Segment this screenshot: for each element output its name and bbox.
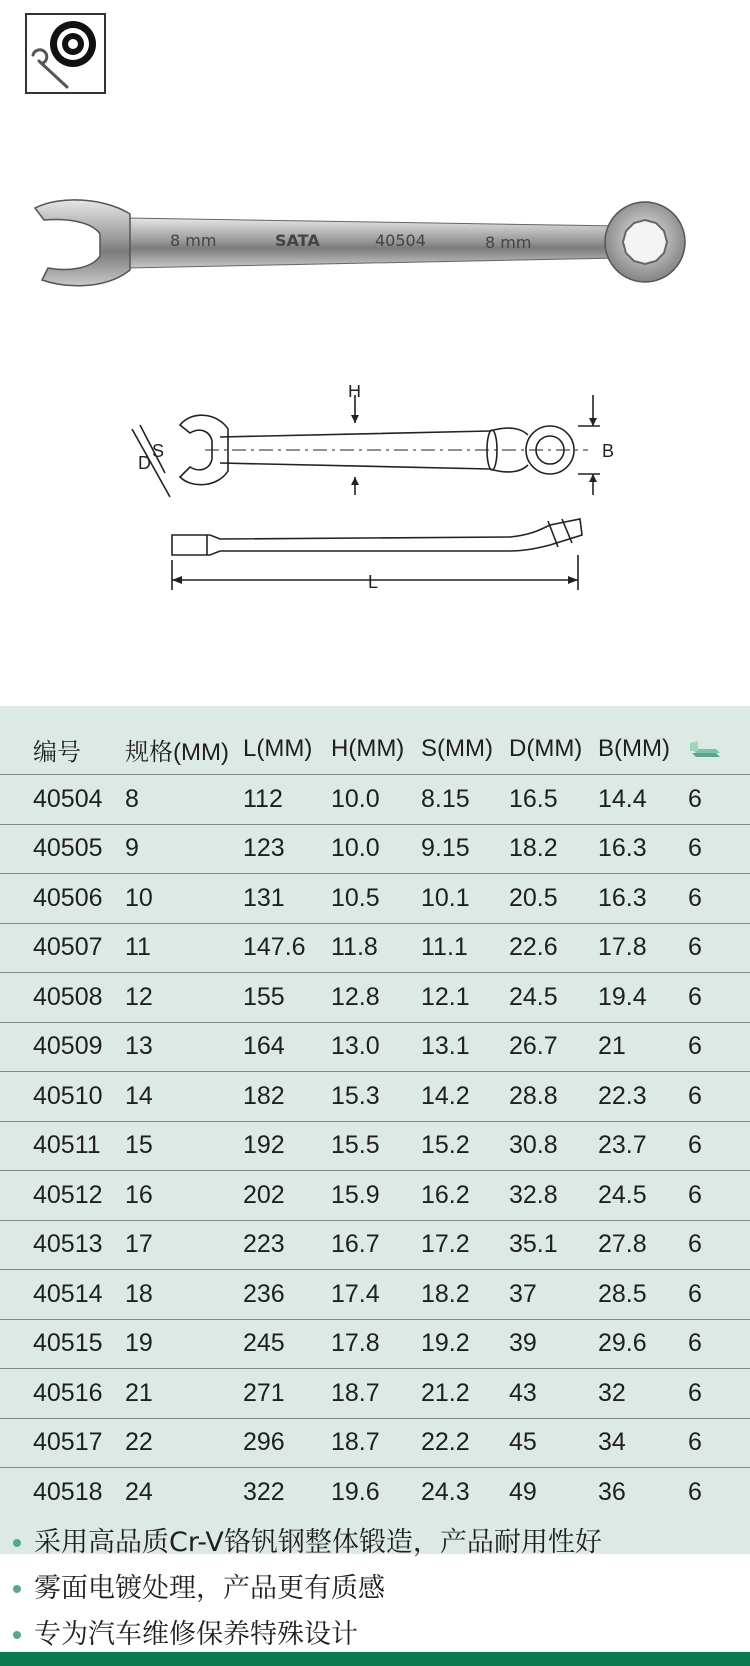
table-cell: 12.1	[421, 973, 509, 1023]
table-cell: 18	[125, 1270, 243, 1320]
table-header-row	[0, 724, 750, 775]
table-cell: 13.0	[331, 1022, 421, 1072]
table-cell: 6	[688, 973, 750, 1023]
table-cell: 6	[688, 923, 750, 973]
table-cell: 245	[243, 1319, 331, 1369]
table-cell: 8	[125, 775, 243, 825]
table-cell: 10	[125, 874, 243, 924]
table-row	[0, 1369, 750, 1419]
table-cell: 10.0	[331, 824, 421, 874]
table-cell: 18.2	[421, 1270, 509, 1320]
wrench-size-right-marking: 8 mm	[485, 233, 532, 252]
table-cell: 21	[125, 1369, 243, 1419]
table-cell: 43	[509, 1369, 598, 1419]
table-cell: 11.8	[331, 923, 421, 973]
table-cell: 17	[125, 1220, 243, 1270]
table-cell: 20.5	[509, 874, 598, 924]
table-cell: 39	[509, 1319, 598, 1369]
table-cell: 32.8	[509, 1171, 598, 1221]
table-cell: 24	[125, 1468, 243, 1517]
table-cell: 12	[125, 973, 243, 1023]
dimension-diagram	[110, 385, 630, 635]
table-cell: 9	[125, 824, 243, 874]
table-cell: 16.7	[331, 1220, 421, 1270]
table-cell: 6	[688, 1468, 750, 1517]
header-code: 编号	[33, 738, 81, 766]
table-cell: 9.15	[421, 824, 509, 874]
table-row	[0, 923, 750, 973]
spec-table	[0, 724, 750, 1517]
table-cell: 28.5	[598, 1270, 688, 1320]
dimension-label-h: H	[348, 385, 361, 401]
table-cell: 40509	[33, 1022, 125, 1072]
table-cell: 19	[125, 1319, 243, 1369]
header-length: L(MM)	[243, 735, 313, 762]
table-cell: 6	[688, 874, 750, 924]
table-row	[0, 874, 750, 924]
table-cell: 15	[125, 1121, 243, 1171]
table-cell: 36	[598, 1468, 688, 1517]
table-cell: 15.9	[331, 1171, 421, 1221]
combination-wrench-category-icon	[25, 13, 106, 94]
table-cell: 37	[509, 1270, 598, 1320]
table-cell: 17.4	[331, 1270, 421, 1320]
table-cell: 14.2	[421, 1072, 509, 1122]
table-cell: 40514	[33, 1270, 125, 1320]
table-row	[0, 1468, 750, 1517]
table-cell: 236	[243, 1270, 331, 1320]
table-cell: 21.2	[421, 1369, 509, 1419]
table-cell: 13	[125, 1022, 243, 1072]
table-cell: 192	[243, 1121, 331, 1171]
table-cell: 223	[243, 1220, 331, 1270]
table-cell: 40508	[33, 973, 125, 1023]
table-cell: 32	[598, 1369, 688, 1419]
table-cell: 16.2	[421, 1171, 509, 1221]
table-cell: 17.2	[421, 1220, 509, 1270]
table-row	[0, 1418, 750, 1468]
table-cell: 19.6	[331, 1468, 421, 1517]
table-cell: 296	[243, 1418, 331, 1468]
table-cell: 40516	[33, 1369, 125, 1419]
table-cell: 6	[688, 1121, 750, 1171]
table-cell: 18.7	[331, 1369, 421, 1419]
table-cell: 11	[125, 923, 243, 973]
table-cell: 6	[688, 1171, 750, 1221]
table-cell: 49	[509, 1468, 598, 1517]
table-cell: 17.8	[331, 1319, 421, 1369]
table-cell: 27.8	[598, 1220, 688, 1270]
table-cell: 40517	[33, 1418, 125, 1468]
table-cell: 15.2	[421, 1121, 509, 1171]
feature-item: 采用高品质Cr-V铬钒钢整体锻造，产品耐用性好	[0, 1520, 750, 1566]
table-row	[0, 1220, 750, 1270]
table-cell: 6	[688, 775, 750, 825]
table-cell: 155	[243, 973, 331, 1023]
wrench-size-left-marking: 8 mm	[170, 231, 217, 250]
wrench-product-photo	[30, 190, 720, 310]
table-cell: 40507	[33, 923, 125, 973]
bullet-icon	[13, 1585, 21, 1593]
table-cell: 16	[125, 1171, 243, 1221]
dimension-label-s: S	[152, 441, 165, 461]
table-cell: 6	[688, 1369, 750, 1419]
table-cell: 40512	[33, 1171, 125, 1221]
table-cell: 202	[243, 1171, 331, 1221]
table-cell: 24.5	[598, 1171, 688, 1221]
table-cell: 12.8	[331, 973, 421, 1023]
table-cell: 40505	[33, 824, 125, 874]
table-cell: 6	[688, 1418, 750, 1468]
table-cell: 23.7	[598, 1121, 688, 1171]
table-row	[0, 973, 750, 1023]
feature-list	[0, 1520, 750, 1658]
table-cell: 10.5	[331, 874, 421, 924]
table-cell: 24.3	[421, 1468, 509, 1517]
bullet-icon	[13, 1539, 21, 1547]
table-cell: 34	[598, 1418, 688, 1468]
table-cell: 30.8	[509, 1121, 598, 1171]
table-cell: 182	[243, 1072, 331, 1122]
table-row	[0, 775, 750, 825]
table-cell: 40518	[33, 1468, 125, 1517]
table-cell: 6	[688, 1022, 750, 1072]
header-s: S(MM)	[421, 735, 493, 762]
table-cell: 26.7	[509, 1022, 598, 1072]
table-cell: 13.1	[421, 1022, 509, 1072]
table-cell: 40513	[33, 1220, 125, 1270]
table-cell: 15.5	[331, 1121, 421, 1171]
table-cell: 28.8	[509, 1072, 598, 1122]
table-row	[0, 824, 750, 874]
header-b: B(MM)	[598, 735, 670, 762]
table-row	[0, 1072, 750, 1122]
table-cell: 22.6	[509, 923, 598, 973]
table-cell: 6	[688, 1072, 750, 1122]
wrench-model-marking: 40504	[375, 231, 426, 250]
table-cell: 10.1	[421, 874, 509, 924]
header-height: H(MM)	[331, 735, 405, 762]
feature-item: 专为汽车维修保养特殊设计	[0, 1612, 750, 1658]
table-cell: 131	[243, 874, 331, 924]
table-cell: 11.1	[421, 923, 509, 973]
table-cell: 19.4	[598, 973, 688, 1023]
table-cell: 22	[125, 1418, 243, 1468]
table-row	[0, 1270, 750, 1320]
table-cell: 19.2	[421, 1319, 509, 1369]
table-cell: 6	[688, 824, 750, 874]
table-cell: 112	[243, 775, 331, 825]
dimension-label-l: L	[368, 572, 379, 592]
table-cell: 16.5	[509, 775, 598, 825]
stack-icon	[688, 739, 722, 761]
table-cell: 17.8	[598, 923, 688, 973]
spec-table-panel	[0, 706, 750, 1554]
table-cell: 14	[125, 1072, 243, 1122]
table-cell: 21	[598, 1022, 688, 1072]
table-cell: 22.2	[421, 1418, 509, 1468]
dimension-label-d: D	[138, 453, 151, 473]
table-cell: 16.3	[598, 824, 688, 874]
table-cell: 8.15	[421, 775, 509, 825]
bullet-icon	[13, 1631, 21, 1639]
table-cell: 40504	[33, 775, 125, 825]
table-cell: 40506	[33, 874, 125, 924]
ring-wrench-icon	[27, 15, 104, 92]
table-row	[0, 1022, 750, 1072]
table-cell: 35.1	[509, 1220, 598, 1270]
header-d: D(MM)	[509, 735, 583, 762]
table-cell: 6	[688, 1270, 750, 1320]
table-row	[0, 1171, 750, 1221]
table-cell: 6	[688, 1319, 750, 1369]
table-cell: 322	[243, 1468, 331, 1517]
table-cell: 40515	[33, 1319, 125, 1369]
feature-item: 雾面电镀处理，产品更有质感	[0, 1566, 750, 1612]
header-quantity	[688, 724, 750, 775]
header-size: 规格(MM)	[125, 738, 229, 766]
table-cell: 14.4	[598, 775, 688, 825]
table-cell: 6	[688, 1220, 750, 1270]
table-cell: 164	[243, 1022, 331, 1072]
table-cell: 22.3	[598, 1072, 688, 1122]
table-cell: 271	[243, 1369, 331, 1419]
table-cell: 18.7	[331, 1418, 421, 1468]
table-cell: 16.3	[598, 874, 688, 924]
table-cell: 10.0	[331, 775, 421, 825]
table-cell: 15.3	[331, 1072, 421, 1122]
table-cell: 147.6	[243, 923, 331, 973]
table-cell: 40511	[33, 1121, 125, 1171]
dimension-label-b: B	[602, 441, 615, 461]
table-row	[0, 1319, 750, 1369]
table-cell: 123	[243, 824, 331, 874]
wrench-brand-marking: SATA	[275, 231, 320, 250]
table-cell: 18.2	[509, 824, 598, 874]
table-cell: 29.6	[598, 1319, 688, 1369]
table-cell: 24.5	[509, 973, 598, 1023]
table-cell: 45	[509, 1418, 598, 1468]
table-cell: 40510	[33, 1072, 125, 1122]
footer-bar	[0, 1652, 750, 1666]
table-row	[0, 1121, 750, 1171]
